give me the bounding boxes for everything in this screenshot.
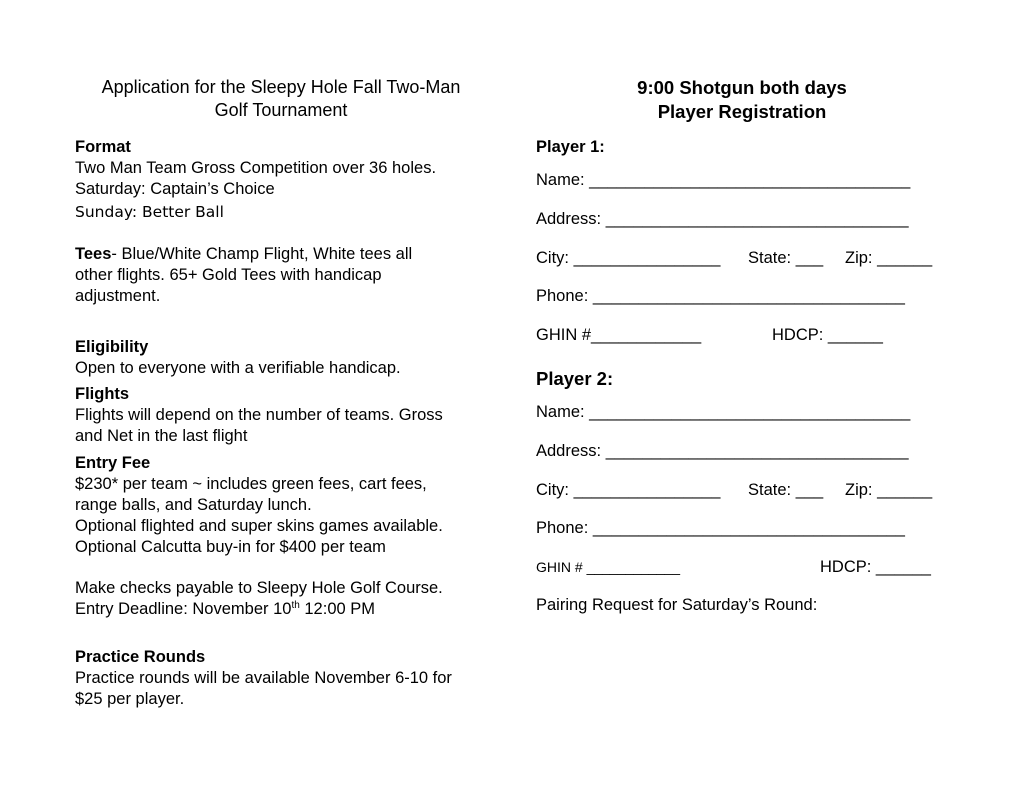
- application-title: [72, 76, 490, 122]
- registration-title: [536, 76, 948, 124]
- checks-payable-line: Make checks payable to Sleepy Hole Golf Course.: [75, 579, 443, 597]
- entry-fee-line-4: Optional Calcutta buy-in for $400 per team: [75, 538, 386, 556]
- title-line-1: Application for the Sleepy Hole Fall Two-Man: [101, 77, 461, 97]
- checks-section: [75, 578, 495, 620]
- practice-heading: Practice Rounds: [75, 648, 206, 666]
- practice-section: [75, 647, 495, 710]
- player1-address-field[interactable]: Address: _________________________________: [536, 210, 909, 228]
- eligibility-line-1: Open to everyone with a verifiable handicap.: [75, 359, 401, 377]
- player1-name-field[interactable]: Name: ___________________________________: [536, 171, 911, 189]
- eligibility-section: [75, 337, 495, 379]
- tees-section: [75, 244, 495, 307]
- player1-heading: Player 1:: [536, 138, 605, 156]
- player1-hdcp-field[interactable]: HDCP: ______: [772, 326, 883, 344]
- entry-fee-heading: Entry Fee: [75, 454, 151, 472]
- player1-ghin-field[interactable]: GHIN #____________: [536, 326, 702, 344]
- player2-heading: Player 2:: [536, 368, 614, 389]
- format-line-1: Two Man Team Gross Competition over 36 holes.: [75, 159, 437, 177]
- player2-ghin-field[interactable]: GHIN # ____________: [536, 559, 680, 575]
- player2-hdcp-field[interactable]: HDCP: ______: [820, 558, 931, 576]
- entry-fee-line-3: Optional flighted and super skins games available.: [75, 517, 443, 535]
- format-line-3: Sunday: Better Ball: [75, 203, 224, 221]
- flights-line-1: Flights will depend on the number of teams. Gross: [75, 406, 443, 424]
- tees-heading: Tees: [75, 245, 112, 263]
- left-column: [75, 76, 495, 710]
- player2-city-field[interactable]: City: ________________: [536, 481, 721, 499]
- entry-fee-line-1: $230* per team ~ includes green fees, cart fees,: [75, 475, 427, 493]
- title-line-2: Golf Tournament: [214, 100, 348, 120]
- practice-line-2: $25 per player.: [75, 690, 185, 708]
- flights-section: [75, 384, 495, 447]
- format-section: [75, 137, 495, 223]
- tees-line-1: - Blue/White Champ Flight, White tees all: [111, 245, 413, 263]
- entry-fee-section: [75, 453, 495, 558]
- player2-zip-field[interactable]: Zip: ______: [845, 481, 933, 499]
- tees-line-3: adjustment.: [75, 287, 161, 305]
- player2-name-field[interactable]: Name: ___________________________________: [536, 403, 911, 421]
- player1-zip-field[interactable]: Zip: ______: [845, 249, 933, 267]
- entry-deadline: [75, 599, 495, 620]
- player1-city-field[interactable]: City: ________________: [536, 249, 721, 267]
- deadline-suffix: 12:00 PM: [299, 600, 376, 618]
- player2-phone-field[interactable]: Phone: __________________________________: [536, 519, 905, 537]
- format-line-2: Saturday: Captain’s Choice: [75, 180, 275, 198]
- shotgun-line: 9:00 Shotgun both days: [637, 77, 847, 98]
- deadline-ordinal: th: [291, 600, 300, 611]
- deadline-prefix: Entry Deadline: November 10: [75, 600, 292, 618]
- practice-line-1: Practice rounds will be available November 6-10 for: [75, 669, 452, 687]
- registration-column: [536, 76, 951, 614]
- pairing-request-field[interactable]: Pairing Request for Saturday’s Round:: [536, 596, 818, 614]
- flights-line-2: and Net in the last flight: [75, 427, 248, 445]
- format-heading: Format: [75, 138, 131, 156]
- player1-phone-field[interactable]: Phone: __________________________________: [536, 287, 905, 305]
- player1-state-field[interactable]: State: ___: [748, 249, 824, 267]
- entry-fee-line-2: range balls, and Saturday lunch.: [75, 496, 312, 514]
- player-registration-heading: Player Registration: [657, 101, 827, 122]
- flights-heading: Flights: [75, 385, 130, 403]
- player2-address-field[interactable]: Address: _________________________________: [536, 442, 909, 460]
- eligibility-heading: Eligibility: [75, 338, 149, 356]
- tees-line-2: other flights. 65+ Gold Tees with handicap: [75, 266, 382, 284]
- player2-state-field[interactable]: State: ___: [748, 481, 824, 499]
